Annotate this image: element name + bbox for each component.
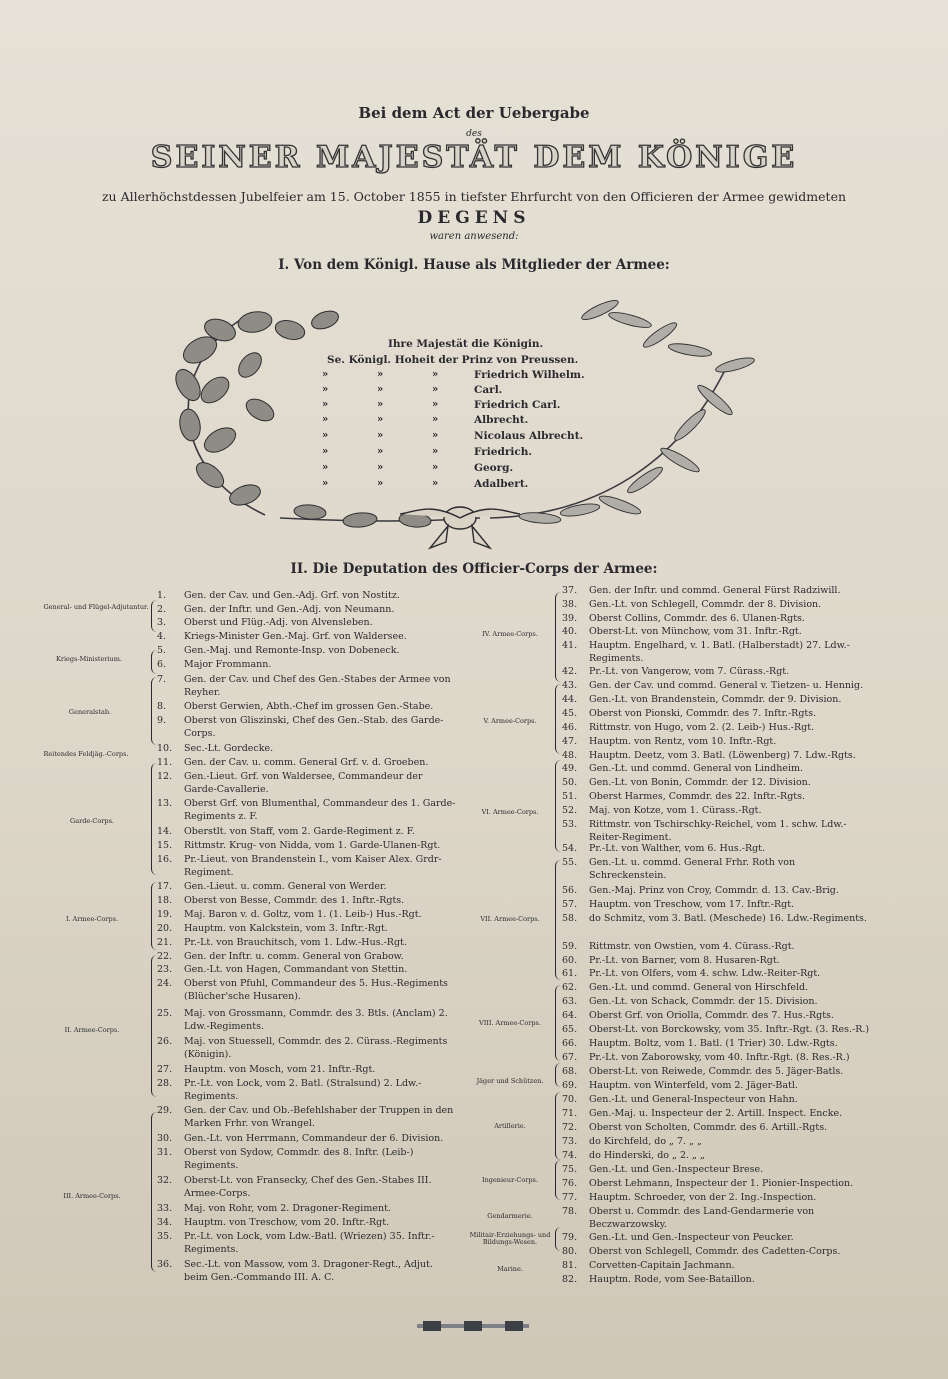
entry-number: 19. [157, 909, 173, 920]
ditto-mark: » [432, 414, 439, 425]
entry-number: 22. [157, 951, 173, 962]
entry-text: Rittmstr. von Hugo, vom 2. (2. Leib-) Hus.-Rgt. [589, 722, 815, 733]
entry-number: 41. [562, 640, 578, 651]
entry-text: Pr.-Lt. von Olfers, vom 4. schw. Ldw.-Reiter-Rgt. [589, 968, 821, 979]
entry-text: Gen.-Lt. u. commd. General Frhr. Roth von Schreckenstein. [589, 857, 796, 882]
entry-text: Hauptm. von Winterfeld, vom 2. Jäger-Batl. [589, 1080, 798, 1091]
entry-number: 77. [562, 1192, 578, 1203]
entry-number: 1. [157, 590, 167, 601]
entry-number: 35. [157, 1231, 173, 1242]
entry-text: Pr.-Lt. von Lock, vom 2. Batl. (Stralsund) 2. Ldw.-Regiments. [184, 1078, 422, 1103]
entry-number: 64. [562, 1010, 578, 1021]
entry-number: 63. [562, 996, 578, 1007]
entry-text: Oberst u. Commdr. des Land-Gendarmerie von Beczwarzowsky. [589, 1206, 815, 1231]
entry-number: 82. [562, 1274, 578, 1285]
entry-text: Hauptm. Boltz, vom 1. Batl. (1 Trier) 30. Ldw.-Rgts. [589, 1038, 838, 1049]
entry-text: Oberst Gerwien, Abth.-Chef im grossen Gen.-Stabe. [184, 701, 434, 712]
ditto-mark: » [432, 369, 439, 380]
entry-text: do Kirchfeld, do „ 7. „ „ [589, 1136, 702, 1147]
entry-number: 58. [562, 913, 578, 924]
entry-text: Maj. von Grossmann, Commdr. des 3. Btls. (Anclam) 2. Ldw.-Regiments. [184, 1008, 448, 1033]
group-label: Garde-Corps. [70, 817, 114, 825]
entry-number: 72. [562, 1122, 578, 1133]
entry-text: Hauptm. von Kalckstein, vom 3. Inftr.-Rgt. [184, 923, 388, 934]
entry-text: Gen. der Cav. und Ob.-Befehlshaber der Truppen in den Marken Frhr. von Wrangel. [184, 1105, 454, 1130]
ditto-mark: » [377, 369, 384, 380]
ditto-mark: » [432, 384, 439, 395]
entry-number: 81. [562, 1260, 578, 1271]
entry-number: 42. [562, 666, 578, 677]
entry-text: Hauptm. Schroeder, von der 2. Ing.-Inspection. [589, 1192, 817, 1203]
entry-number: 25. [157, 1008, 173, 1019]
entry-text: Gen.-Maj. Prinz von Croy, Commdr. d. 13. Cav.-Brig. [589, 885, 839, 896]
group-label: V. Armee-Corps. [483, 717, 537, 725]
entry-number: 29. [157, 1105, 173, 1116]
entry-number: 49. [562, 763, 578, 774]
entry-text: Oberst Harmes, Commdr. des 22. Inftr.-Rgts. [589, 791, 806, 802]
group-brace [555, 592, 562, 682]
group-label: VI. Armee-Corps. [481, 808, 539, 816]
royal-line-10: Adalbert. [474, 478, 529, 490]
entry-number: 61. [562, 968, 578, 979]
entry-text: Pr.-Lt. von Zaborowsky, vom 40. Inftr.-Rgt. (8. Res.-R.) [589, 1052, 850, 1063]
group-label: VIII. Armee-Corps. [479, 1019, 541, 1027]
entry-number: 46. [562, 722, 578, 733]
ditto-mark: » [432, 399, 439, 410]
royal-line-8: Friedrich. [474, 446, 533, 458]
heading-title: SEINER MAJESTÄT DEM KÖNIGE [150, 140, 798, 175]
group-label: Militair-Erziehungs- und Bildungs-Wesen. [469, 1231, 551, 1246]
group-label: III. Armee-Corps. [63, 1192, 121, 1200]
entry-number: 44. [562, 694, 578, 705]
entry-text: Pr.-Lt. von Vangerow, vom 7. Cürass.-Rgt. [589, 666, 790, 677]
entry-text: Major Frommann. [184, 659, 272, 670]
entry-text: Maj. von Rohr, vom 2. Dragoner-Regiment. [184, 1203, 391, 1214]
royal-line-2: Se. Königl. Hoheit der Prinz von Preussen. [327, 354, 579, 366]
entry-text: do Schmitz, vom 3. Batl. (Meschede) 16. Ldw.-Regiments. [589, 913, 867, 924]
entry-text: Oberst von Pionski, Commdr. des 7. Inftr.-Rgts. [589, 708, 817, 719]
ditto-mark: » [377, 414, 384, 425]
entry-text: Oberst und Flüg.-Adj. von Alvensleben. [184, 617, 373, 628]
entry-number: 18. [157, 895, 173, 906]
entry-text: Oberstlt. von Staff, vom 2. Garde-Regiment z. F. [184, 826, 415, 837]
entry-text: Corvetten-Capitain Jachmann. [589, 1260, 735, 1271]
entry-text: Oberst-Lt. von Reiwede, Commdr. des 5. Jäger-Batls. [589, 1066, 844, 1077]
group-label: VII. Armee-Corps. [480, 915, 540, 923]
royal-line-1: Ihre Majestät die Königin. [388, 338, 544, 350]
entry-number: 57. [562, 899, 578, 910]
entry-text: Sec.-Lt. von Massow, vom 3. Dragoner-Regt., Adjut. beim Gen.-Commando III. A. C. [184, 1259, 433, 1284]
ditto-mark: » [322, 414, 329, 425]
entry-text: Gen.-Lt. von Brandenstein, Commdr. der 9. Division. [589, 694, 842, 705]
ditto-mark: » [322, 462, 329, 473]
entry-number: 79. [562, 1232, 578, 1243]
entry-text: Hauptm. von Rentz, vom 10. Inftr.-Rgt. [589, 736, 777, 747]
entry-number: 47. [562, 736, 578, 747]
group-label: I. Armee-Corps. [65, 915, 119, 923]
ditto-mark: » [432, 478, 439, 489]
entry-text: Sec.-Lt. Gordecke. [184, 743, 274, 754]
entry-text: Rittmstr. Krug- von Nidda, vom 1. Garde-Ulanen-Rgt. [184, 840, 441, 851]
entry-number: 69. [562, 1080, 578, 1091]
ditto-mark: » [432, 446, 439, 457]
entry-number: 38. [562, 599, 578, 610]
entry-text: Gen.-Lt. und General-Inspecteur von Hahn. [589, 1094, 798, 1105]
ditto-mark: » [377, 430, 384, 441]
entry-text: Gen.-Lt. von Hagen, Commandant von Stettin. [184, 964, 408, 975]
entry-number: 10. [157, 743, 173, 754]
entry-text: Oberst Collins, Commdr. des 6. Ulanen-Rgts. [589, 613, 805, 624]
group-label: Marine. [497, 1265, 523, 1273]
heading-line-4: zu Allerhöchstdessen Jubelfeier am 15. October 1855 in tiefster Ehrfurcht von den Officieren der Armee gewidmeten [101, 189, 847, 204]
royal-line-4: Carl. [474, 384, 503, 396]
ditto-mark: » [377, 462, 384, 473]
entry-text: Oberst-Lt. von Borckowsky, vom 35. Inftr.-Rgt. (3. Res.-R.) [589, 1024, 870, 1035]
entry-text: Gen.-Lieut. Grf. von Waldersee, Commandeur der Garde-Cavallerie. [184, 771, 423, 796]
entry-number: 4. [157, 631, 167, 642]
entry-text: Rittmstr. von Owstien, vom 4. Cürass.-Rgt. [589, 941, 795, 952]
entry-text: Gen.-Maj. und Remonte-Insp. von Dobeneck. [184, 645, 400, 656]
ditto-mark: » [322, 369, 329, 380]
entry-number: 37. [562, 585, 578, 596]
group-brace [555, 1063, 562, 1087]
entry-number: 75. [562, 1164, 578, 1175]
entry-text: Gen.-Lt. von Schack, Commdr. der 15. Division. [589, 996, 818, 1007]
entry-number: 43. [562, 680, 578, 691]
entry-number: 62. [562, 982, 578, 993]
section-1-title: I. Von dem Königl. Hause als Mitglieder der Armee: [278, 257, 670, 273]
entry-number: 32. [157, 1175, 173, 1186]
ditto-mark: » [377, 399, 384, 410]
entry-number: 14. [157, 826, 173, 837]
royal-line-5: Friedrich Carl. [474, 399, 561, 411]
entry-number: 67. [562, 1052, 578, 1063]
entry-text: Gen.-Lieut. u. comm. General von Werder. [184, 881, 387, 892]
entry-text: Gen.-Lt. von Herrmann, Commandeur der 6. Division. [184, 1133, 444, 1144]
entry-number: 76. [562, 1178, 578, 1189]
ditto-mark: » [377, 384, 384, 395]
royal-line-6: Albrecht. [474, 414, 529, 426]
entry-text: Maj. von Stuessell, Commdr. des 2. Cürass.-Regiments (Königin). [184, 1036, 448, 1061]
entry-number: 23. [157, 964, 173, 975]
entry-text: Oberst von Sydow, Commdr. des 8. Inftr. (Leib-) Regiments. [184, 1147, 414, 1172]
heading-line-1: Bei dem Act der Uebergabe [358, 104, 590, 122]
ditto-mark: » [432, 462, 439, 473]
ornament-divider-icon [417, 1320, 529, 1332]
entry-text: Hauptm. von Mosch, vom 21. Inftr.-Rgt. [184, 1064, 376, 1075]
entry-number: 12. [157, 771, 173, 782]
group-brace [555, 684, 562, 754]
entry-text: Oberst Grf. von Blumenthal, Commandeur des 1. Garde-Regiments z. F. [184, 798, 456, 823]
entry-text: Gen. der Cav. und Gen.-Adj. Grf. von Nostitz. [184, 590, 400, 601]
entry-number: 48. [562, 750, 578, 761]
entry-number: 24. [157, 978, 173, 989]
ditto-mark: » [432, 430, 439, 441]
group-label: Jäger und Schützen. [476, 1077, 544, 1085]
heading-degens: DEGENS [417, 208, 531, 228]
entry-number: 21. [157, 937, 173, 948]
entry-text: Oberst von Scholten, Commdr. des 6. Artill.-Rgts. [589, 1122, 828, 1133]
entry-number: 26. [157, 1036, 173, 1047]
entry-number: 55. [562, 857, 578, 868]
entry-number: 2. [157, 604, 167, 615]
heading-line-6: waren anwesend: [429, 231, 519, 242]
entry-text: Rittmstr. von Tschirschky-Reichel, vom 1. schw. Ldw.-Reiter-Regiment. [589, 819, 847, 844]
entry-number: 27. [157, 1064, 173, 1075]
entry-text: Gen. der Inftr. und Gen.-Adj. von Neumann. [184, 604, 395, 615]
entry-number: 30. [157, 1133, 173, 1144]
entry-number: 70. [562, 1094, 578, 1105]
entry-number: 68. [562, 1066, 578, 1077]
entry-number: 6. [157, 659, 167, 670]
entry-text: Gen. der Cav. u. comm. General Grf. v. d. Groeben. [184, 757, 429, 768]
entry-text: Maj. von Kotze, vom 1. Cürass.-Rgt. [589, 805, 762, 816]
entry-number: 17. [157, 881, 173, 892]
ditto-mark: » [322, 430, 329, 441]
entry-text: do Hinderski, do „ 2. „ „ [589, 1150, 705, 1161]
entry-text: Gen.-Lt. von Schlegell, Commdr. der 8. Division. [589, 599, 822, 610]
entry-number: 31. [157, 1147, 173, 1158]
entry-text: Oberst von Schlegell, Commdr. des Cadetten-Corps. [589, 1246, 841, 1257]
entry-number: 78. [562, 1206, 578, 1217]
entry-text: Hauptm. von Treschow, vom 17. Inftr.-Rgt. [589, 899, 795, 910]
entry-number: 74. [562, 1150, 578, 1161]
entry-text: Gen.-Lt. und Gen.-Inspecteur Brese. [589, 1164, 764, 1175]
group-label: General- und Flügel-Adjutantur. [43, 603, 149, 611]
group-brace [555, 860, 562, 980]
entry-number: 56. [562, 885, 578, 896]
royal-line-7: Nicolaus Albrecht. [474, 430, 584, 442]
ditto-mark: » [377, 478, 384, 489]
entry-text: Kriegs-Minister Gen.-Maj. Grf. von Waldersee. [184, 631, 407, 642]
entry-number: 66. [562, 1038, 578, 1049]
entry-number: 20. [157, 923, 173, 934]
heading-line-2: des [466, 129, 482, 139]
group-brace [555, 1092, 562, 1160]
entry-number: 11. [157, 757, 173, 768]
entry-text: Hauptm. Rode, vom See-Bataillon. [589, 1274, 755, 1285]
entry-text: Pr.-Lt. von Lock, vom Ldw.-Batl. (Wriezen) 35. Inftr.-Regiments. [184, 1231, 435, 1256]
group-brace [555, 985, 562, 1061]
group-label: Kriegs-Ministerium. [56, 655, 122, 663]
entry-text: Oberst-Lt. von Fransecky, Chef des Gen.-Stabes III. Armee-Corps. [184, 1175, 432, 1200]
entry-text: Pr.-Lieut. von Brandenstein I., vom Kaiser Alex. Grdr-Regiment. [184, 854, 442, 879]
entry-text: Gen. der Cav. und commd. General v. Tietzen- u. Hennig. [589, 680, 864, 691]
entry-number: 40. [562, 626, 578, 637]
entry-number: 39. [562, 613, 578, 624]
entry-number: 73. [562, 1136, 578, 1147]
group-brace [555, 1227, 562, 1251]
royal-line-3: Friedrich Wilhelm. [474, 369, 585, 381]
ditto-mark: » [322, 446, 329, 457]
entry-number: 8. [157, 701, 167, 712]
section-2-title: II. Die Deputation des Officier-Corps der Armee: [290, 561, 658, 577]
entry-text: Gen. der Inftr. u. comm. General von Grabow. [184, 951, 404, 962]
entry-text: Gen.-Lt. und commd. General von Hirschfeld. [589, 982, 809, 993]
entry-number: 60. [562, 955, 578, 966]
entry-number: 7. [157, 674, 167, 685]
entry-text: Pr.-Lt. von Barner, vom 8. Husaren-Rgt. [589, 955, 780, 966]
entry-number: 45. [562, 708, 578, 719]
entry-number: 34. [157, 1217, 173, 1228]
entry-text: Gen.-Lt. und commd. General von Lindheim. [589, 763, 804, 774]
ditto-mark: » [322, 384, 329, 395]
entry-number: 13. [157, 798, 173, 809]
entry-text: Gen. der Cav. und Chef des Gen.-Stabes der Armee von Reyher. [184, 674, 451, 699]
entry-text: Oberst-Lt. von Münchow, vom 31. Inftr.-Rgt. [589, 626, 802, 637]
entry-text: Gen.-Lt. und Gen.-Inspecteur von Peucker. [589, 1232, 794, 1243]
entry-number: 50. [562, 777, 578, 788]
royal-line-9: Georg. [474, 462, 514, 474]
entry-number: 54. [562, 843, 578, 854]
entry-text: Pr.-Lt. von Brauchitsch, vom 1. Ldw.-Hus.-Rgt. [184, 937, 407, 948]
entry-number: 33. [157, 1203, 173, 1214]
group-brace [555, 1160, 562, 1200]
entry-number: 9. [157, 715, 167, 726]
entry-text: Hauptm. von Treschow, vom 20. Inftr.-Rgt. [184, 1217, 390, 1228]
group-label: IV. Armee-Corps. [482, 630, 538, 638]
ditto-mark: » [322, 478, 329, 489]
ditto-mark: » [377, 446, 384, 457]
entry-number: 80. [562, 1246, 578, 1257]
entry-number: 51. [562, 791, 578, 802]
entry-number: 5. [157, 645, 167, 656]
entry-text: Oberst von Pfuhl, Commandeur des 5. Hus.-Regiments (Blücher'sche Husaren). [184, 978, 448, 1003]
entry-number: 15. [157, 840, 173, 851]
entry-number: 36. [157, 1259, 173, 1270]
group-label: Generalstab. [68, 708, 112, 716]
entry-text: Oberst Lehmann, Inspecteur der 1. Pionier-Inspection. [589, 1178, 854, 1189]
entry-text: Oberst von Besse, Commdr. des 1. Inftr.-Rgts. [184, 895, 405, 906]
entry-text: Oberst Grf. von Oriolla, Commdr. des 7. Hus.-Rgts. [589, 1010, 834, 1021]
entry-text: Oberst von Gliszinski, Chef des Gen.-Stab. des Garde-Corps. [184, 715, 444, 740]
entry-text: Hauptm. Engelhard, v. 1. Batl. (Halberstadt) 27. Ldw.-Regiments. [589, 640, 850, 665]
entry-number: 16. [157, 854, 173, 865]
group-label: Reitendes Feldjäg.-Corps. [43, 750, 129, 758]
entry-text: Pr.-Lt. von Walther, vom 6. Hus.-Rgt. [589, 843, 766, 854]
group-label: II. Armee-Corps. [64, 1026, 120, 1034]
group-label: Gendarmerie. [487, 1212, 533, 1220]
group-label: Ingenieur-Corps. [482, 1176, 538, 1184]
entry-number: 59. [562, 941, 578, 952]
entry-text: Hauptm. Deetz, vom 3. Batl. (Löwenberg) 7. Ldw.-Rgts. [589, 750, 856, 761]
ditto-mark: » [322, 399, 329, 410]
entry-number: 65. [562, 1024, 578, 1035]
entry-number: 52. [562, 805, 578, 816]
entry-text: Gen. der Inftr. und commd. General Fürst Radziwill. [589, 585, 841, 596]
entry-number: 3. [157, 617, 167, 628]
entry-text: Gen.-Maj. u. Inspecteur der 2. Artill. Inspect. Encke. [589, 1108, 843, 1119]
entry-text: Maj. Baron v. d. Goltz, vom 1. (1. Leib-) Hus.-Rgt. [184, 909, 422, 920]
group-brace [555, 760, 562, 852]
laurel-wreath-icon [160, 290, 770, 550]
entry-text: Gen.-Lt. von Bonin, Commdr. der 12. Division. [589, 777, 811, 788]
entry-number: 71. [562, 1108, 578, 1119]
entry-number: 53. [562, 819, 578, 830]
group-label: Artillerie. [494, 1122, 526, 1130]
entry-number: 28. [157, 1078, 173, 1089]
